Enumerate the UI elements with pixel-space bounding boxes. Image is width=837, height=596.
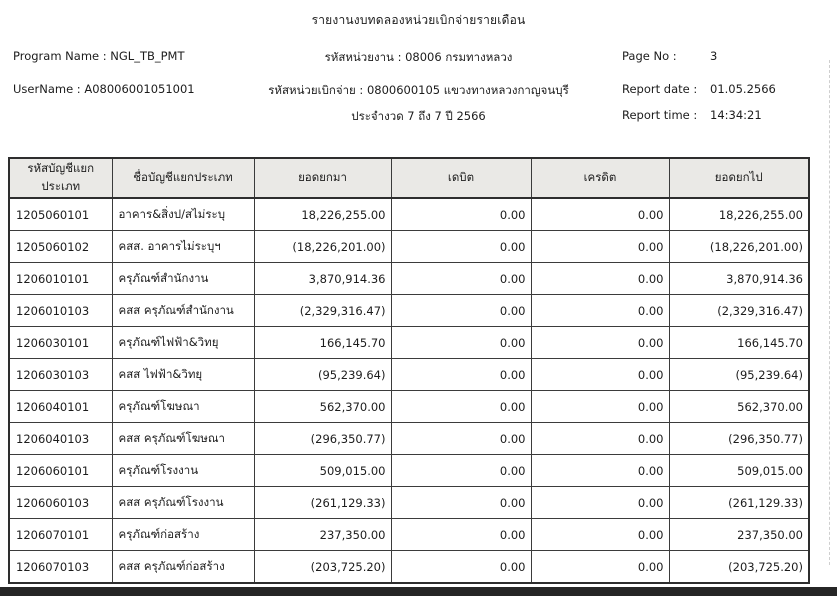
cell-opening: 18,226,255.00 <box>254 198 391 231</box>
cell-name: ครุภัณฑ์สำนักงาน <box>112 263 254 295</box>
cell-debit: 0.00 <box>391 423 531 455</box>
cell-name: อาคาร&สิ่งป/สไม่ระบุ <box>112 198 254 231</box>
cell-debit: 0.00 <box>391 391 531 423</box>
cell-code: 1206030101 <box>9 327 112 359</box>
program-name-line: Program Name : NGL_TB_PMT <box>13 49 185 63</box>
cell-credit: 0.00 <box>531 231 669 263</box>
cell-closing: (296,350.77) <box>669 423 809 455</box>
cell-credit: 0.00 <box>531 391 669 423</box>
cell-debit: 0.00 <box>391 295 531 327</box>
col-header-credit: เครดิต <box>531 158 669 198</box>
cell-code: 1206070103 <box>9 551 112 584</box>
cell-debit: 0.00 <box>391 519 531 551</box>
bottom-window-edge <box>0 587 837 596</box>
cell-code: 1206060103 <box>9 487 112 519</box>
col-header-account-name: ชื่อบัญชีแยกประเภท <box>112 158 254 198</box>
cell-opening: 562,370.00 <box>254 391 391 423</box>
cell-closing: 166,145.70 <box>669 327 809 359</box>
cell-code: 1205060101 <box>9 198 112 231</box>
cell-debit: 0.00 <box>391 359 531 391</box>
cell-opening: 509,015.00 <box>254 455 391 487</box>
table-header-row <box>9 158 809 198</box>
cell-closing: 562,370.00 <box>669 391 809 423</box>
period-line: ประจำงวด 7 ถึง 7 ปี 2566 <box>351 109 486 123</box>
cell-debit: 0.00 <box>391 231 531 263</box>
cell-opening: (261,129.33) <box>254 487 391 519</box>
cell-credit: 0.00 <box>531 327 669 359</box>
cell-opening: (2,329,316.47) <box>254 295 391 327</box>
table-row <box>9 263 809 295</box>
report-date-label: Report date : <box>622 82 698 96</box>
col-header-debit: เดบิต <box>391 158 531 198</box>
cell-name: คสส ครุภัณฑ์ก่อสร้าง <box>112 551 254 584</box>
cell-closing: 237,350.00 <box>669 519 809 551</box>
cell-opening: (95,239.64) <box>254 359 391 391</box>
cell-code: 1206030103 <box>9 359 112 391</box>
cell-name: คสส ครุภัณฑ์โรงงาน <box>112 487 254 519</box>
cell-code: 1206070101 <box>9 519 112 551</box>
user-name-line: UserName : A08006001051001 <box>13 82 195 96</box>
cell-closing: (261,129.33) <box>669 487 809 519</box>
cell-credit: 0.00 <box>531 423 669 455</box>
cell-name: ครุภัณฑ์ไฟฟ้า&วิทยุ <box>112 327 254 359</box>
cell-credit: 0.00 <box>531 198 669 231</box>
table-row <box>9 423 809 455</box>
cell-credit: 0.00 <box>531 519 669 551</box>
report-title: รายงานงบทดลองหน่วยเบิกจ่ายรายเดือน <box>311 13 526 27</box>
report-date-value: 01.05.2566 <box>710 82 776 96</box>
cell-opening: (18,226,201.00) <box>254 231 391 263</box>
cell-opening: 3,870,914.36 <box>254 263 391 295</box>
table-row <box>9 551 809 584</box>
table-row <box>9 455 809 487</box>
cell-debit: 0.00 <box>391 455 531 487</box>
disbursement-unit-line: รหัสหน่วยเบิกจ่าย : 0800600105 แขวงทางหลวงกาญจนบุรี <box>268 83 569 97</box>
col-header-closing-balance: ยอดยกไป <box>669 158 809 198</box>
table-body <box>9 198 809 583</box>
cell-code: 1206060101 <box>9 455 112 487</box>
cell-closing: (203,725.20) <box>669 551 809 584</box>
cell-debit: 0.00 <box>391 487 531 519</box>
cell-name: ครุภัณฑ์โฆษณา <box>112 391 254 423</box>
cell-closing: 509,015.00 <box>669 455 809 487</box>
agency-code-line: รหัสหน่วยงาน : 08006 กรมทางหลวง <box>324 50 513 64</box>
cell-opening: (296,350.77) <box>254 423 391 455</box>
cell-code: 1206040101 <box>9 391 112 423</box>
table-row <box>9 519 809 551</box>
col-header-account-code: รหัสบัญชีแยกประเภท <box>9 158 112 198</box>
cell-closing: (95,239.64) <box>669 359 809 391</box>
cell-credit: 0.00 <box>531 359 669 391</box>
cell-debit: 0.00 <box>391 327 531 359</box>
page-no-value: 3 <box>710 49 718 63</box>
cell-name: คสส ไฟฟ้า&วิทยุ <box>112 359 254 391</box>
cell-credit: 0.00 <box>531 487 669 519</box>
table-row <box>9 295 809 327</box>
report-time-value: 14:34:21 <box>710 108 762 122</box>
cell-name: ครุภัณฑ์ก่อสร้าง <box>112 519 254 551</box>
cell-opening: (203,725.20) <box>254 551 391 584</box>
cell-name: คสส ครุภัณฑ์โฆษณา <box>112 423 254 455</box>
table-row <box>9 359 809 391</box>
cell-opening: 166,145.70 <box>254 327 391 359</box>
report-time-label: Report time : <box>622 108 698 122</box>
cell-debit: 0.00 <box>391 263 531 295</box>
col-header-opening-balance: ยอดยกมา <box>254 158 391 198</box>
cell-debit: 0.00 <box>391 551 531 584</box>
table-row <box>9 198 809 231</box>
table-row <box>9 487 809 519</box>
cell-name: คสส. อาคารไม่ระบุฯ <box>112 231 254 263</box>
cell-credit: 0.00 <box>531 551 669 584</box>
cell-code: 1206010103 <box>9 295 112 327</box>
table-row <box>9 391 809 423</box>
cell-name: ครุภัณฑ์โรงงาน <box>112 455 254 487</box>
cell-credit: 0.00 <box>531 295 669 327</box>
cell-code: 1206040103 <box>9 423 112 455</box>
trial-balance-table <box>8 157 810 584</box>
cell-name: คสส ครุภัณฑ์สำนักงาน <box>112 295 254 327</box>
cell-code: 1206010101 <box>9 263 112 295</box>
cell-closing: (18,226,201.00) <box>669 231 809 263</box>
cell-credit: 0.00 <box>531 263 669 295</box>
page-no-label: Page No : <box>622 49 677 63</box>
cell-debit: 0.00 <box>391 198 531 231</box>
table-row <box>9 327 809 359</box>
cell-closing: (2,329,316.47) <box>669 295 809 327</box>
cell-opening: 237,350.00 <box>254 519 391 551</box>
cell-closing: 18,226,255.00 <box>669 198 809 231</box>
page-edge-guide <box>829 60 830 565</box>
cell-credit: 0.00 <box>531 455 669 487</box>
cell-code: 1205060102 <box>9 231 112 263</box>
cell-closing: 3,870,914.36 <box>669 263 809 295</box>
table-row <box>9 231 809 263</box>
